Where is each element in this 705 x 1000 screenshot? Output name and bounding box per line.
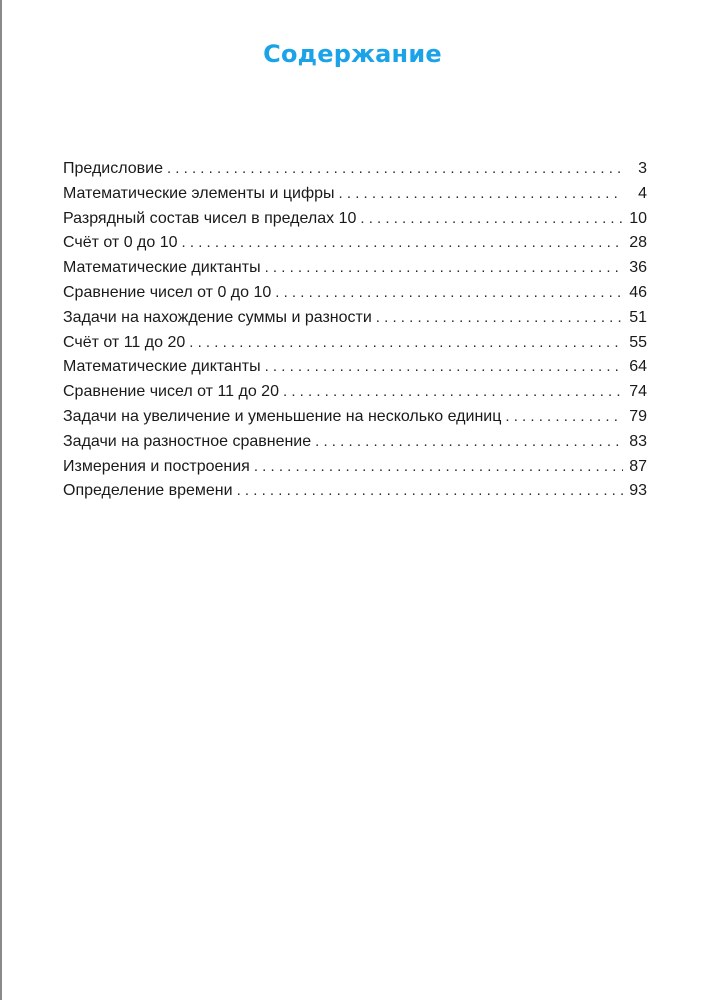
toc-item-label: Математические элементы и цифры [63, 184, 335, 202]
toc-item[interactable] [63, 284, 647, 309]
toc-item-page: 3 [638, 160, 647, 177]
toc-item-page: 51 [629, 308, 647, 326]
page-title: Содержание [263, 40, 442, 68]
toc-item-label: Задачи на разностное сравнение [63, 432, 312, 450]
toc-dot-leader [360, 210, 623, 227]
toc-item-label: Сравнение чисел от 0 до 10 [63, 283, 272, 301]
toc-item[interactable] [63, 234, 647, 259]
toc-item[interactable] [63, 210, 647, 235]
toc-item-page: 36 [629, 259, 647, 277]
toc-item-label: Измерения и построения [63, 457, 250, 475]
toc-item-label: Счёт от 11 до 20 [63, 333, 186, 351]
toc-item-label: Сравнение чисел от 11 до 20 [63, 383, 279, 401]
toc-item-page: 93 [629, 482, 647, 500]
toc-dot-leader [275, 284, 623, 301]
toc-dot-leader [265, 259, 623, 276]
toc-item[interactable] [63, 458, 647, 483]
toc-item-page: 4 [638, 184, 647, 202]
toc-item[interactable] [63, 309, 647, 334]
toc-item[interactable] [63, 185, 647, 210]
toc-dot-leader [376, 309, 623, 326]
toc-item-label: Математические диктанты [63, 358, 261, 376]
toc-item[interactable] [63, 334, 647, 359]
toc-dot-leader [189, 334, 623, 351]
toc-item-label: Задачи на нахождение суммы и разности [63, 308, 372, 326]
toc-dot-leader [182, 234, 623, 251]
toc-item-page: 64 [629, 358, 647, 376]
toc-dot-leader [339, 185, 623, 202]
toc-item-label: Определение времени [63, 482, 233, 500]
toc-item[interactable] [63, 160, 647, 185]
page-left-edge [0, 0, 2, 1000]
toc-dot-leader [237, 482, 623, 499]
toc-item-label: Счёт от 0 до 10 [63, 234, 178, 252]
toc-item[interactable] [63, 383, 647, 408]
toc-item-page: 79 [629, 407, 647, 425]
table-of-contents [63, 160, 647, 507]
toc-dot-leader [315, 433, 623, 450]
toc-item-label: Математические диктанты [63, 259, 261, 277]
toc-item-label: Задачи на увеличение и уменьшение на несколько единиц [63, 407, 502, 425]
toc-dot-leader [254, 458, 623, 475]
toc-item-label: Предисловие [63, 160, 163, 177]
toc-item-page: 28 [629, 234, 647, 252]
toc-item-page: 55 [629, 333, 647, 351]
toc-item[interactable] [63, 433, 647, 458]
toc-item-page: 87 [629, 457, 647, 475]
toc-item-page: 10 [629, 209, 647, 227]
toc-item-label: Разрядный состав чисел в пределах 10 [63, 209, 357, 227]
toc-dot-leader [265, 358, 623, 375]
toc-dot-leader [167, 160, 623, 177]
toc-dot-leader [283, 383, 623, 400]
toc-item-page: 83 [629, 432, 647, 450]
toc-item-page: 74 [629, 383, 647, 401]
toc-item[interactable] [63, 482, 647, 507]
toc-item[interactable] [63, 408, 647, 433]
toc-item-page: 46 [629, 283, 647, 301]
toc-item[interactable] [63, 358, 647, 383]
toc-dot-leader [505, 408, 623, 425]
toc-item[interactable] [63, 259, 647, 284]
